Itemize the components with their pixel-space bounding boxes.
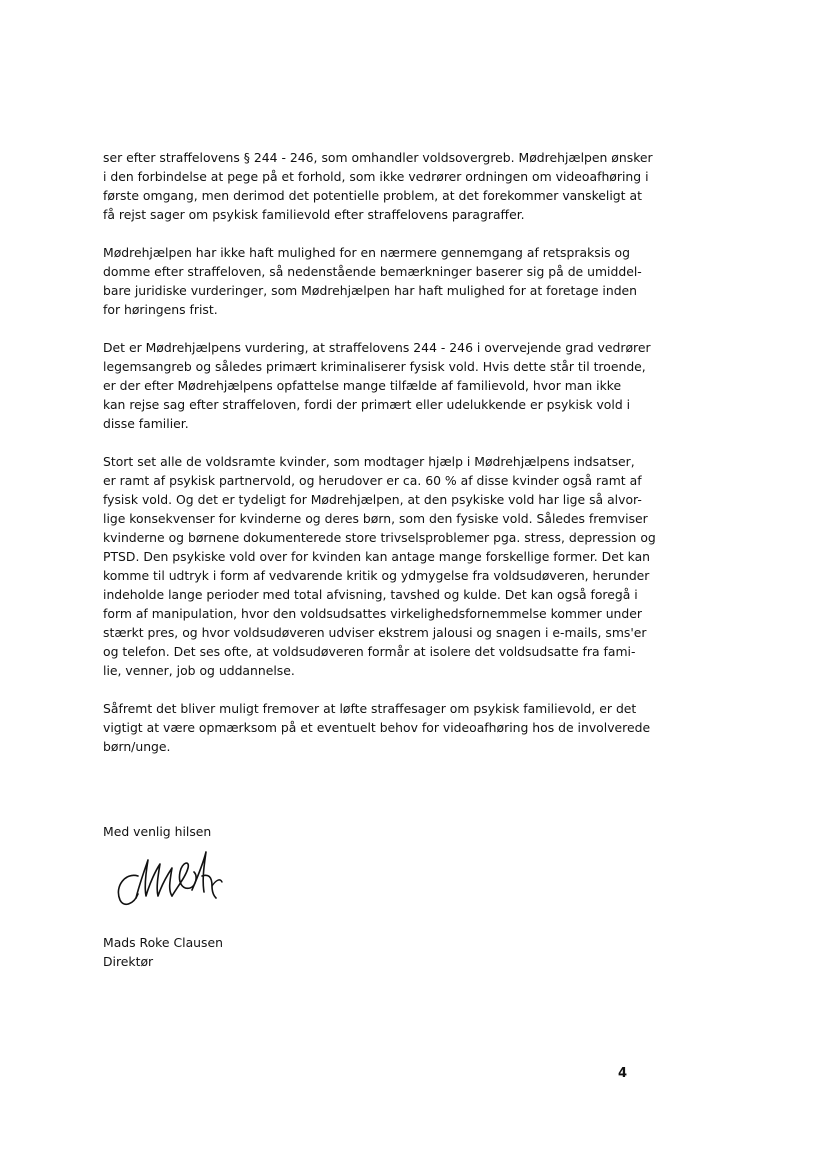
body-paragraph [103,699,651,756]
text-line: disse familier. [103,416,189,431]
text-line: kvinderne og børnene dokumenterede store trivselsproblemer pga. stress, depression og [103,530,656,545]
text-line: vigtigt at være opmærksom på et eventuelt behov for videoafhøring hos de involverede [103,720,651,735]
text-line: få rejst sager om psykisk familievold efter straffelovens paragraffer. [103,207,525,222]
text-line: ser efter straffelovens § 244 - 246, som omhandler voldsovergreb. Mødrehjælpen ønsker [103,150,653,165]
text-line: lige konsekvenser for kvinderne og deres børn, som den fysiske vold. Således fremviser [103,511,648,526]
text-line: stærkt pres, og hvor voldsudøveren udviser ekstrem jalousi og snagen i e-mails, sms'er [103,625,647,640]
signer-title: Direktør [103,954,154,969]
text-line: fysisk vold. Og det er tydeligt for Mødrehjælpen, at den psykiske vold har lige så alvor- [103,492,642,507]
text-line: og telefon. Det ses ofte, at voldsudøveren formår at isolere det voldsudsatte fra fami- [103,644,636,659]
text-line: er ramt af psykisk partnervold, og herudover er ca. 60 % af disse kvinder også ramt af [103,473,642,488]
text-line: domme efter straffeloven, så nedenstående bemærkninger baserer sig på de umiddel- [103,264,642,279]
signer-name: Mads Roke Clausen [103,935,223,950]
text-line: for høringens frist. [103,302,218,317]
page-number: 4 [618,1066,628,1081]
text-line: Såfremt det bliver muligt fremover at løfte straffesager om psykisk familievold, er det [103,701,637,716]
text-line: første omgang, men derimod det potentielle problem, at det forekommer vanskeligt at [103,188,642,203]
letter-body [103,148,656,775]
body-paragraph [103,338,651,433]
text-line: bare juridiske vurderinger, som Mødrehjælpen har haft mulighed for at foretage inden [103,283,638,298]
text-line: lie, venner, job og uddannelse. [103,663,295,678]
text-line: form af manipulation, hvor den voldsudsattes virkelighedsfornemmelse kommer under [103,606,642,621]
text-line: komme til udtryk i form af vedvarende kritik og ydmygelse fra voldsudøveren, herunder [103,568,650,583]
text-line: børn/unge. [103,739,171,754]
text-line: Det er Mødrehjælpens vurdering, at straffelovens 244 - 246 i overvejende grad vedrører [103,340,651,355]
handwritten-signature [108,846,230,914]
text-line: legemsangreb og således primært kriminaliserer fysisk vold. Hvis dette står til troende, [103,359,646,374]
text-line: er der efter Mødrehjælpens opfattelse mange tilfælde af familievold, hvor man ikke [103,378,622,393]
text-line: Mødrehjælpen har ikke haft mulighed for en nærmere gennemgang af retspraksis og [103,245,630,260]
body-paragraph [103,148,653,224]
text-line: i den forbindelse at pege på et forhold, som ikke vedrører ordningen om videoafhøring i [103,169,649,184]
signer-block [103,933,223,971]
body-paragraph [103,452,656,680]
text-line: Stort set alle de voldsramte kvinder, som modtager hjælp i Mødrehjælpens indsatser, [103,454,635,469]
body-paragraph [103,243,642,319]
text-line: PTSD. Den psykiske vold over for kvinden kan antage mange forskellige former. Det kan [103,549,651,564]
closing-salutation: Med venlig hilsen [103,824,212,839]
text-line: kan rejse sag efter straffeloven, fordi der primært eller udelukkende er psykisk vold i [103,397,631,412]
text-line: indeholde lange perioder med total afvisning, tavshed og kulde. Det kan også foregå i [103,587,638,602]
